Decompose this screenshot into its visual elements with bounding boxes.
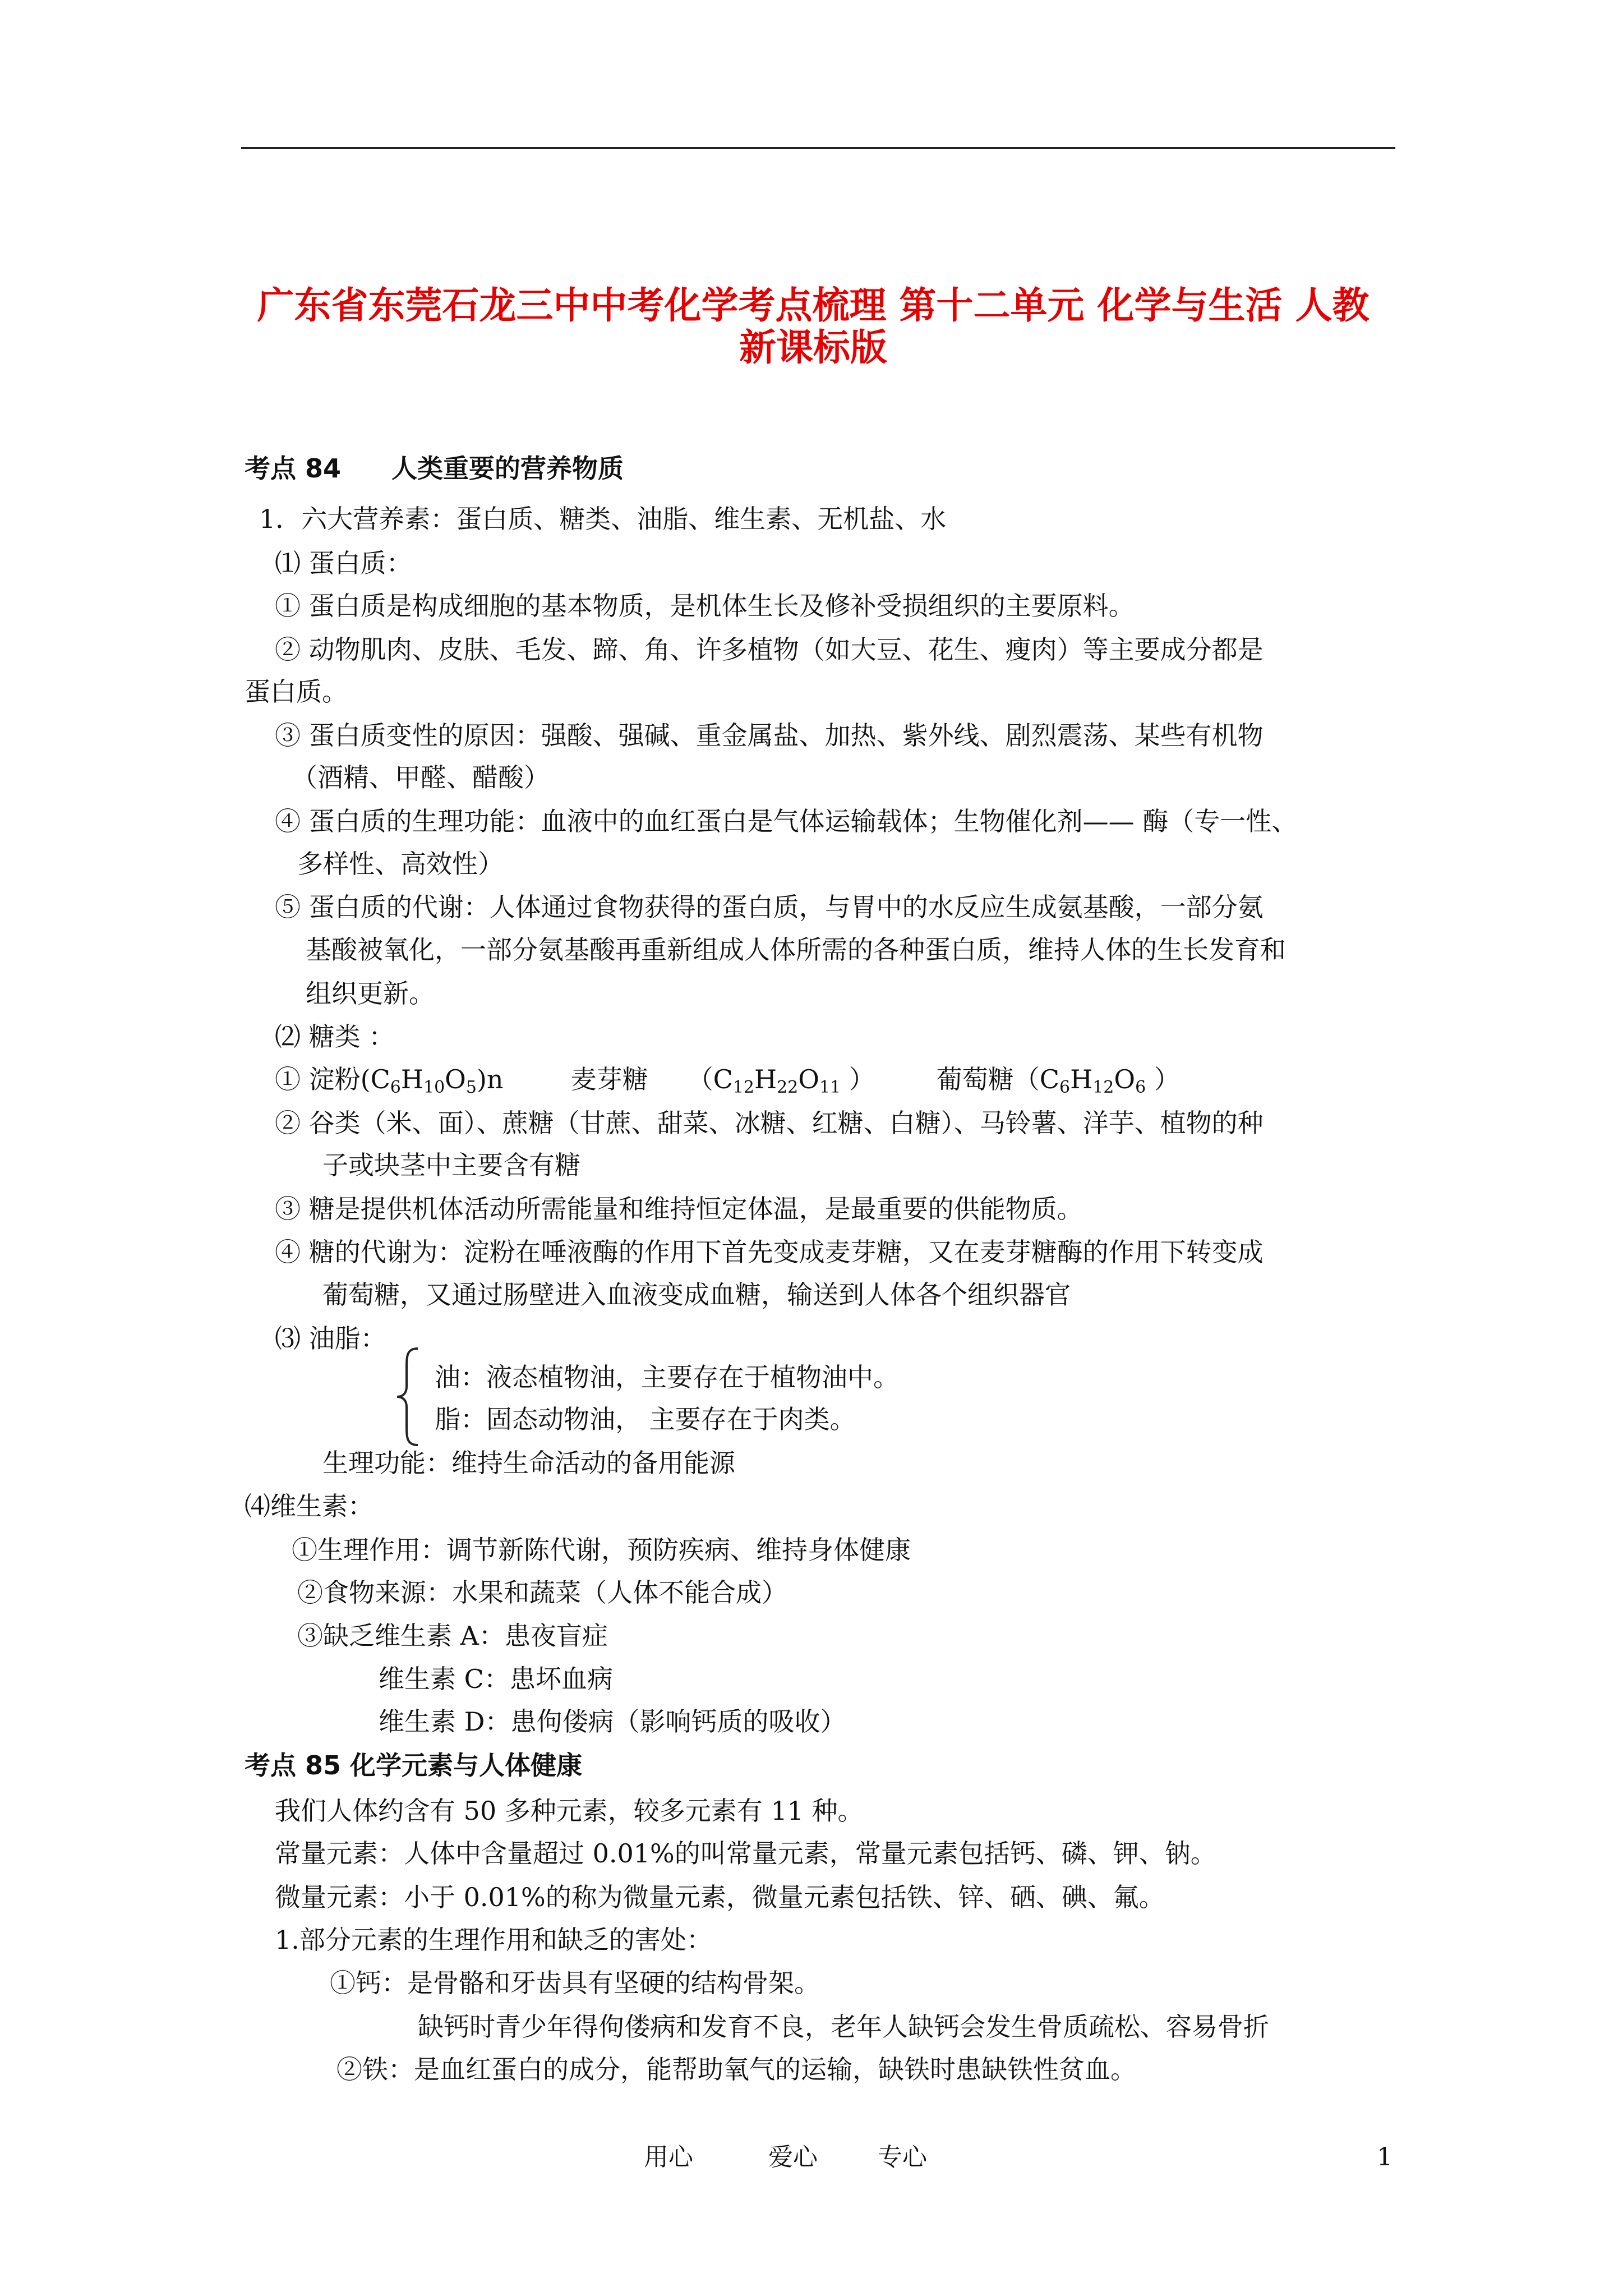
paragraph-line: 生理功能：维持生命活动的备用能源 (322, 1448, 735, 1478)
paragraph-line: ① 蛋白质是构成细胞的基本物质，是机体生长及修补受损组织的主要原料。 (275, 591, 1135, 621)
paragraph-line: ⑤ 蛋白质的代谢：人体通过食物获得的蛋白质，与胃中的水反应生成氨基酸，一部分氨 (275, 892, 1264, 922)
paragraph-line: 我们人体约含有 50 多种元素，较多元素有 11 种。 (275, 1796, 864, 1826)
sub-heading-protein: ⑴ 蛋白质： (275, 548, 412, 578)
curly-brace-icon (393, 1346, 426, 1447)
paragraph-line: 微量元素：小于 0.01%的称为微量元素，微量元素包括铁、锌、硒、碘、氟。 (275, 1882, 1165, 1912)
header-rule (241, 147, 1395, 149)
page-number: 1 (1377, 2143, 1393, 2171)
paragraph-line: ② 动物肌肉、皮肤、毛发、蹄、角、许多植物（如大豆、花生、瘦肉）等主要成分都是 (275, 634, 1264, 665)
paragraph-line: ④ 蛋白质的生理功能：血液中的血红蛋白是气体运输载体；生物催化剂—— 酶（专一性、 (275, 806, 1298, 836)
paragraph-line: ②铁：是血红蛋白的成分，能帮助氧气的运输，缺铁时患缺铁性贫血。 (336, 2054, 1136, 2085)
paragraph-line: 常量元素：人体中含量超过 0.01%的叫常量元素，常量元素包括钙、磷、钾、钠。 (275, 1838, 1216, 1869)
paragraph-line: ①生理作用：调节新陈代谢，预防疾病、维持身体健康 (292, 1535, 911, 1565)
paragraph-line: 蛋白质。 (245, 677, 348, 707)
paragraph-line: ④ 糖的代谢为：淀粉在唾液酶的作用下首先变成麦芽糖，又在麦芽糖酶的作用下转变成 (275, 1237, 1264, 1267)
paragraph-line: 1．六大营养素：蛋白质、糖类、油脂、维生素、无机盐、水 (259, 504, 947, 534)
paragraph-line: ③ 糖是提供机体活动所需能量和维持恒定体温，是最重要的供能物质。 (275, 1194, 1083, 1224)
paragraph-line: 基酸被氧化，一部分氨基酸再重新组成人体所需的各种蛋白质，维持人体的生长发育和 (306, 935, 1286, 965)
paragraph-line: 缺钙时青少年得佝偻病和发育不良，老年人缺钙会发生骨质疏松、容易骨折 (418, 2012, 1269, 2042)
paragraph-line: 组织更新。 (306, 978, 435, 1009)
paragraph-line: ②食物来源：水果和蔬菜（人体不能合成） (297, 1577, 787, 1608)
sub-heading-vitamin: ⑷维生素： (245, 1491, 374, 1521)
footer-text: 专心 (878, 2143, 927, 2171)
section-heading-85: 考点 85 化学元素与人体健康 (245, 1750, 583, 1780)
section-number: 考点 84 (245, 453, 342, 484)
section-heading-84 (245, 452, 624, 485)
paragraph-line: ③缺乏维生素 A：患夜盲症 (297, 1621, 608, 1651)
footer-text: 爱心 (768, 2143, 818, 2171)
paragraph-line: ①钙：是骨骼和牙齿具有坚硬的结构骨架。 (330, 1968, 820, 1998)
paragraph-line: ③ 蛋白质变性的原因：强酸、强碱、重金属盐、加热、紫外线、剧烈震荡、某些有机物 (275, 720, 1264, 751)
fat-line: 脂：固态动物油， 主要存在于肉类。 (435, 1404, 856, 1434)
paragraph-line: （酒精、甲醛、醋酸） (292, 762, 550, 793)
oil-line: 油：液态植物油，主要存在于植物油中。 (435, 1362, 899, 1392)
sugar-formulas-line: ① 淀粉$(C_6H_{10}O_5)n$ 麦芽糖 （$C_{12}H_{22}O_{11}$ ） 葡萄糖（$C_6H_{12}O_6$ ） (275, 1064, 1180, 1097)
sub-heading-fat: ⑶ 油脂： (275, 1323, 386, 1354)
paragraph-line: 1.部分元素的生理作用和缺乏的害处： (275, 1925, 712, 1955)
paragraph-line: 维生素 D：患佝偻病（影响钙质的吸收） (379, 1706, 846, 1737)
sub-heading-sugar: ⑵ 糖类 ： (275, 1022, 395, 1052)
section-name: 人类重要的营养物质 (391, 453, 624, 484)
paragraph-line: 子或块茎中主要含有糖 (322, 1150, 580, 1180)
paragraph-line: ② 谷类（米、面）、蔗糖（甘蔗、甜菜、冰糖、红糖、白糖）、马铃薯、洋芋、植物的种 (275, 1108, 1264, 1138)
document-title-line2: 新课标版 (739, 326, 887, 369)
paragraph-line: 维生素 C：患坏血病 (379, 1664, 613, 1694)
paragraph-line: 葡萄糖，又通过肠壁进入血液变成血糖，输送到人体各个组织器官 (322, 1280, 1071, 1310)
document-title-line1: 广东省东莞石龙三中中考化学考点梳理 第十二单元 化学与生活 人教 (257, 284, 1370, 327)
footer-text: 用心 (644, 2143, 693, 2171)
paragraph-line: 多样性、高效性） (297, 849, 504, 879)
